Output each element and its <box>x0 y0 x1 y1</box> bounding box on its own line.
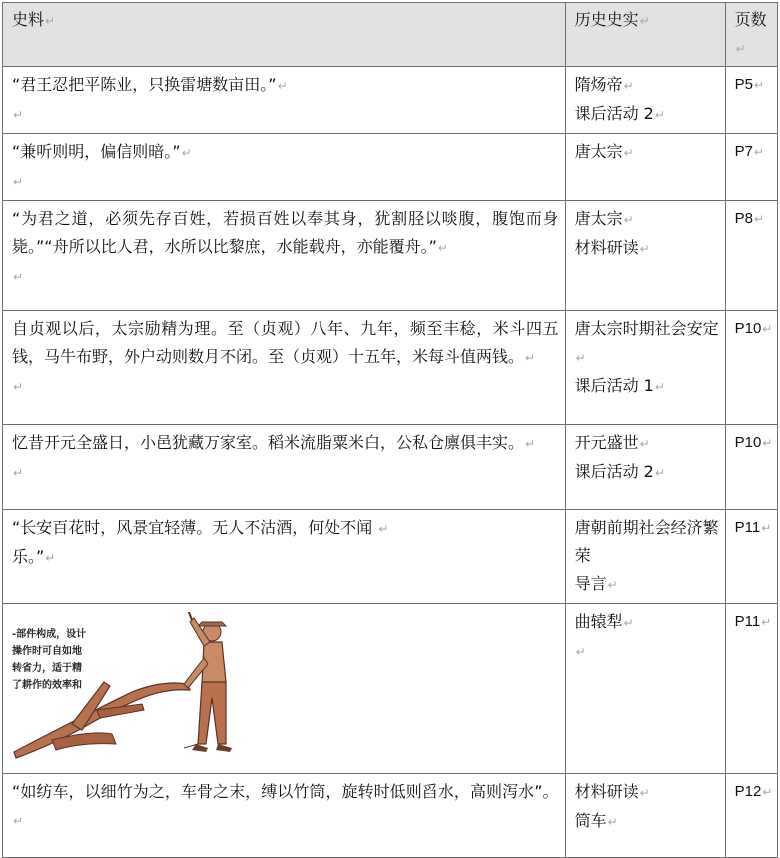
page-cell: P11↵ <box>725 604 777 774</box>
fact-cell: 唐太宗时期社会安定↵ 课后活动 1↵ <box>565 311 725 425</box>
page-cell: P10↵ <box>725 425 777 510</box>
page-cell: P10↵ <box>725 311 777 425</box>
source-cell: “如纺车，以细竹为之，车骨之末，缚以竹筒，旋转时低则舀水，高则泻水”。↵ <box>3 774 566 858</box>
header-page: 页数↵ <box>725 3 777 67</box>
source-cell: “长安百花时，风景宜轻薄。无人不沽酒，何处不闻 ↵ 乐。”↵ <box>3 510 566 604</box>
fact-cell: 唐朝前期社会经济繁荣 导言↵ <box>565 510 725 604</box>
source-cell: “为君之道，必须先存百姓，若损百姓以奉其身，犹割胫以啖腹，腹饱而身毙。”“舟所以比人君，水所以比黎庶，水能载舟，亦能覆舟。”↵ ↵ <box>3 201 566 311</box>
table-row <box>3 201 778 311</box>
source-cell: 自贞观以后，太宗励精为理。至（贞观）八年、九年，频至丰稔，米斗四五钱，马牛布野，外户动则数月不闭。至（贞观）十五年，米每斗值两钱。↵ ↵ <box>3 311 566 425</box>
fact-cell: 唐太宗↵ <box>565 134 725 201</box>
source-cell: “君王忍把平陈业，只换雷塘数亩田。”↵ ↵ <box>3 67 566 134</box>
page-cell: P12↵ <box>725 774 777 858</box>
illustration-caption: -部件构成，设计 操作时可自如地 转省力，适于精 了耕作的效率和 <box>12 629 87 691</box>
header-source: 史料↵ <box>3 3 566 67</box>
header-row <box>3 3 778 67</box>
page-cell: P8↵ <box>725 201 777 311</box>
table-row <box>3 425 778 510</box>
fact-cell: 唐太宗↵ 材料研读↵ <box>565 201 725 311</box>
table-row <box>3 604 778 774</box>
fact-cell: 材料研读↵ 筒车↵ <box>565 774 725 858</box>
source-cell: “兼听则明，偏信则暗。”↵ ↵ <box>3 134 566 201</box>
table-row <box>3 510 778 604</box>
table-row <box>3 311 778 425</box>
table-row <box>3 67 778 134</box>
table-row <box>3 134 778 201</box>
fact-cell: 隋炀帝↵ 课后活动 2↵ <box>565 67 725 134</box>
plow-illustration <box>12 612 272 762</box>
source-cell <box>3 604 566 774</box>
header-fact: 历史史实↵ <box>565 3 725 67</box>
curved-plow-icon <box>12 612 272 762</box>
history-materials-table <box>2 2 778 858</box>
table-row <box>3 774 778 858</box>
page-cell: P7↵ <box>725 134 777 201</box>
fact-cell: 开元盛世↵ 课后活动 2↵ <box>565 425 725 510</box>
page-cell: P11↵ <box>725 510 777 604</box>
fact-cell: 曲辕犁↵ ↵ <box>565 604 725 774</box>
page-cell: P5↵ <box>725 67 777 134</box>
source-cell: 忆昔开元全盛日，小邑犹藏万家室。稻米流脂粟米白，公私仓廪俱丰实。↵ ↵ <box>3 425 566 510</box>
